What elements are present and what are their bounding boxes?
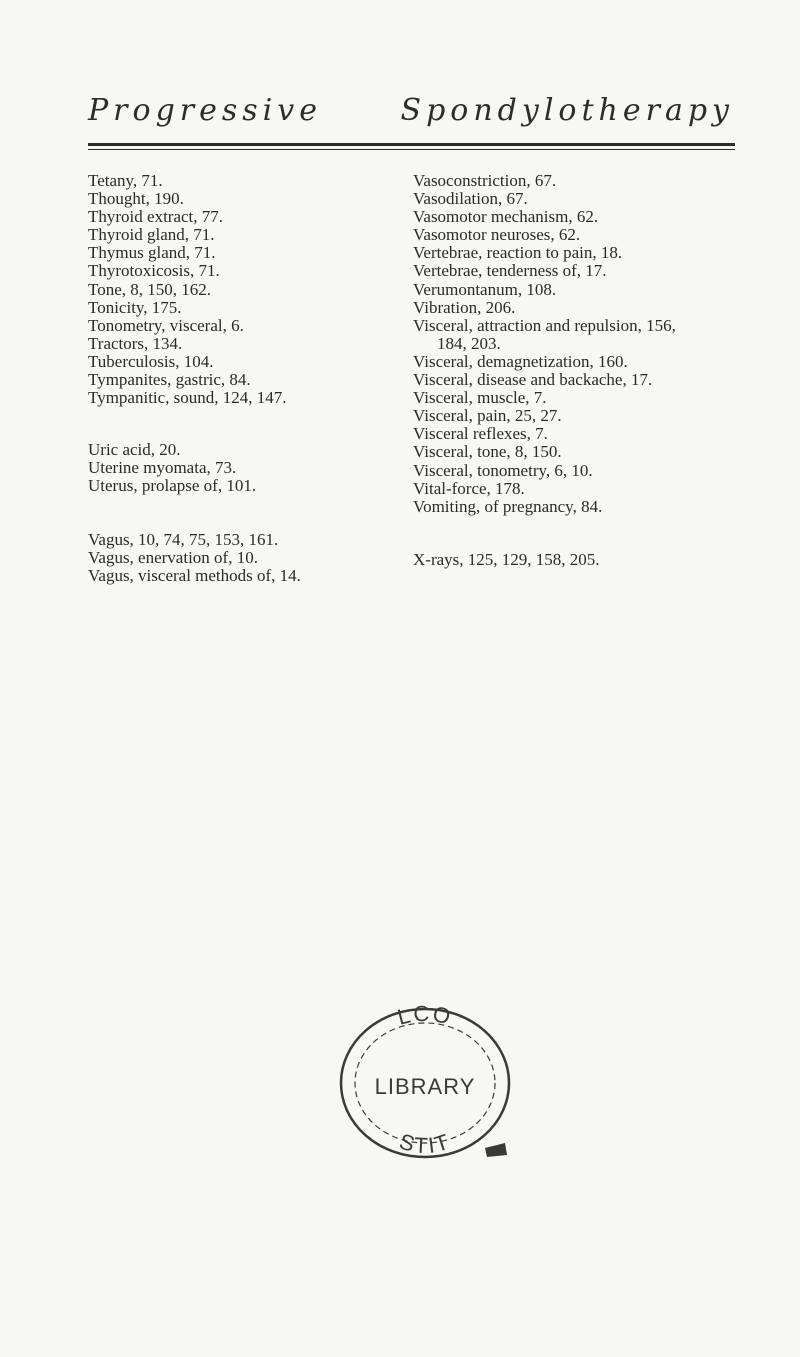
index-entry: Visceral, disease and backache, 17. [413,370,653,390]
index-entry: Visceral, demagnetization, 160. [413,351,628,371]
index-entry: Tympanitic, sound, 124, 147. [88,388,287,408]
index-entry: Tuberculosis, 104. [88,351,214,371]
stamp-bottom-text: STIT [396,1128,454,1159]
header-word-progressive: Progressive [88,93,322,128]
group-spacer [88,496,388,531]
index-entry: Uterine myomata, 73. [88,458,237,478]
header-word-spondylotherapy: Spondylotherapy [400,93,734,128]
index-entry: Vagus, visceral methods of, 14. [88,565,301,585]
library-stamp [325,1003,525,1163]
group-spacer [88,407,388,441]
library-stamp-graphic [325,1003,525,1163]
index-entry: Vomiting, of pregnancy, 84. [413,496,603,516]
index-group-t [88,172,388,407]
index-entry: Vasomotor neuroses, 62. [413,225,581,245]
index-entry: Tetany, 71. [88,171,163,190]
index-entry: Tympanites, gastric, 84. [88,370,251,390]
stamp-center-text: LIBRARY [374,1074,476,1099]
index-entry: Visceral, pain, 25, 27. [413,406,562,426]
index-entry-continuation: 184, 203. [437,333,501,353]
index-entry: Thyrotoxicosis, 71. [88,261,220,281]
index-entry: Tonometry, visceral, 6. [88,315,244,335]
index-column-left [88,172,388,585]
header-rule-thick [88,143,735,146]
index-entry: Thyroid extract, 77. [88,207,224,227]
index-entry: Tractors, 134. [88,333,183,353]
index-entry: Vertebrae, tenderness of, 17. [413,261,607,281]
index-entry: Vasomotor mechanism, 62. [413,207,599,227]
index-entry: Uterus, prolapse of, 101. [88,476,257,496]
index-entry: Thought, 190. [88,189,184,209]
index-entry: Vasodilation, 67. [413,189,528,209]
index-entry: Vertebrae, reaction to pain, 18. [413,243,623,263]
index-entry: Visceral, tonometry, 6, 10. [413,460,593,480]
index-entry: Tonicity, 175. [88,297,182,317]
index-entry [413,317,743,353]
header-rule-thin [88,149,735,150]
index-group-u [88,441,388,495]
index-entry: Uric acid, 20. [88,440,181,460]
running-header [88,93,734,128]
index-entry: Vagus, 10, 74, 75, 153, 161. [88,529,279,549]
index-entry: Vital-force, 178. [413,478,525,498]
index-entry: Thyroid gland, 71. [88,225,215,245]
index-group-v-right [413,172,743,516]
group-spacer [413,516,743,551]
index-entry: X-rays, 125, 129, 158, 205. [413,549,600,569]
index-entry: Visceral, tone, 8, 150. [413,442,562,462]
index-entry: Thymus gland, 71. [88,243,216,263]
index-entry: Visceral reflexes, 7. [413,424,548,444]
index-group-v [88,531,388,585]
index-entry: Visceral, muscle, 7. [413,388,547,408]
stamp-ink-smudge [485,1143,507,1157]
index-entry-line: Visceral, attraction and repulsion, 156, [413,315,676,335]
index-entry: Vasoconstriction, 67. [413,171,557,190]
index-entry: Tone, 8, 150, 162. [88,279,211,299]
index-column-right [413,172,743,569]
stamp-top-text: LCO [394,1003,455,1030]
index-group-x [413,551,743,569]
index-entry: Verumontanum, 108. [413,279,557,299]
index-entry: Vagus, enervation of, 10. [88,547,258,567]
index-entry: Vibration, 206. [413,297,516,317]
